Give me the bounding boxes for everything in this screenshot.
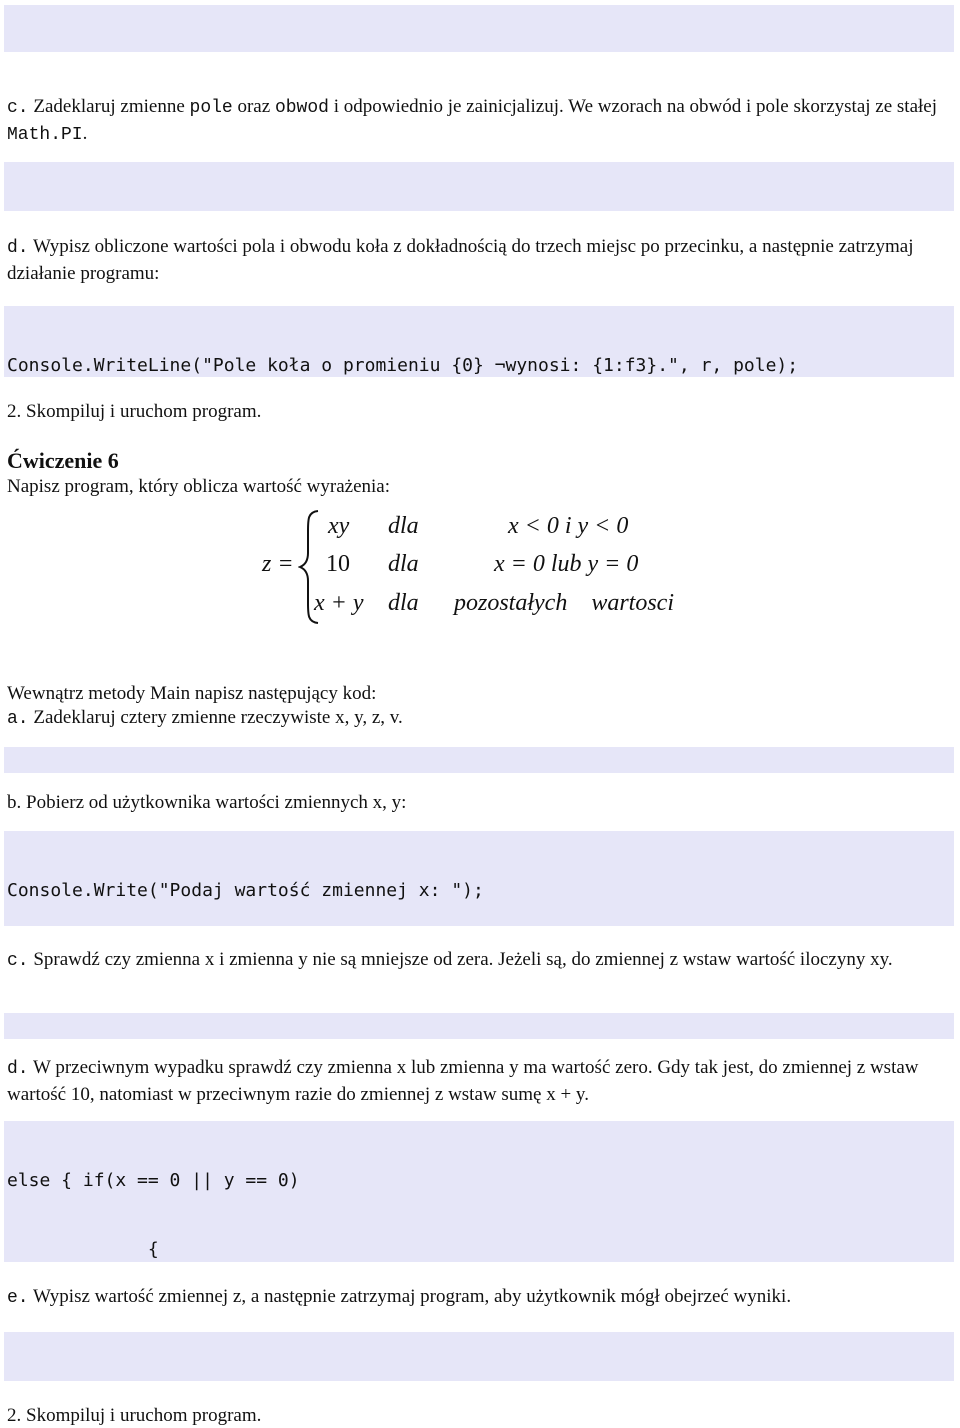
code-block-declare [4, 747, 954, 773]
compile-run-step: 2. Skompiluj i uruchom program. [7, 401, 262, 422]
step-marker: a. [7, 709, 29, 729]
step-marker: c. [7, 951, 29, 971]
step-marker: d. [7, 1059, 29, 1079]
code-line: { [7, 1239, 159, 1260]
code-block-formulas [4, 162, 954, 211]
step-marker: e. [7, 1288, 29, 1308]
exercise-intro: Napisz program, który oblicza wartość wyrażenia: [7, 476, 391, 497]
code-line [7, 210, 951, 211]
step-a-declare: a. Zadeklaruj cztery zmienne rzeczywiste x, y, z, v. [7, 707, 403, 729]
code-block-writeline [4, 306, 954, 377]
code-line: Console.WriteLine("Pole koła o promieniu {0} ¬wynosi: {1:f3}.", r, pole); [7, 355, 799, 376]
step-marker: c. [7, 98, 29, 118]
formula-value-1: xy [328, 513, 350, 539]
main-intro: Wewnątrz metody Main napisz następujący kod: [7, 683, 377, 704]
step-d-print-results: d. Wypisz obliczone wartości pola i obwodu koła z dokładnością do trzech miejsc po przecinku, a następnie zatrzymaj działanie programu: [7, 236, 914, 284]
step-b-input: b. Pobierz od użytkownika wartości zmiennych x, y: [7, 792, 407, 813]
formula-condition-1: x < 0 i y < 0 [508, 513, 629, 539]
piecewise-formula [258, 505, 698, 629]
formula-lhs: z = [262, 551, 294, 577]
variable-name: pole [189, 98, 233, 118]
exercise-title: Ćwiczenie 6 [7, 448, 119, 473]
compile-run-step: 2. Skompiluj i uruchom program. [7, 1405, 262, 1426]
step-c-declare-pole-obwod: c. Zadeklaruj zmienne pole oraz obwod i odpowiednio je zainicjalizuj. We wzorach na obwód i pole skorzystaj ze stałej Math.PI. [7, 96, 937, 145]
step-c-check-negative: c. Sprawdź czy zmienna x i zmienna y nie są mniejsze od zera. Jeżeli są, do zmiennej z wstaw wartość iloczyny xy. [7, 949, 893, 971]
variable-name: obwod [274, 98, 329, 118]
code-block-read-xy [4, 831, 954, 926]
formula-word-3: dla [388, 590, 419, 616]
step-marker: d. [7, 238, 29, 258]
formula-word-2: dla [388, 551, 419, 577]
code-line: Console.Write("Podaj wartość zmiennej x: "); [7, 880, 484, 901]
code-block-if [4, 1013, 954, 1039]
constant-name: Math.PI [7, 125, 83, 145]
formula-condition-3: pozostałych wartosci [454, 590, 674, 616]
code-block-else [4, 1121, 954, 1262]
formula-value-3: x + y [314, 590, 364, 616]
code-line [7, 1380, 951, 1381]
formula-value-2: 10 [326, 551, 350, 577]
code-block-read-radius [4, 5, 954, 52]
code-line: else { if(x == 0 || y == 0) [7, 1170, 300, 1191]
code-block-output [4, 1332, 954, 1381]
step-d-else-branch: d. W przeciwnym wypadku sprawdź czy zmienna x lub zmienna y ma wartość zero. Gdy tak jest, do zmiennej z wstaw wartość 10, natomiast w przeciwnym razie do zmiennej z wstaw sumę x + y. [7, 1057, 919, 1105]
formula-word-1: dla [388, 513, 419, 539]
formula-condition-2: x = 0 lub y = 0 [494, 551, 639, 577]
step-e-print-z: e. Wypisz wartość zmiennej z, a następnie zatrzymaj program, aby użytkownik mógł obejrzeć wyniki. [7, 1286, 792, 1308]
